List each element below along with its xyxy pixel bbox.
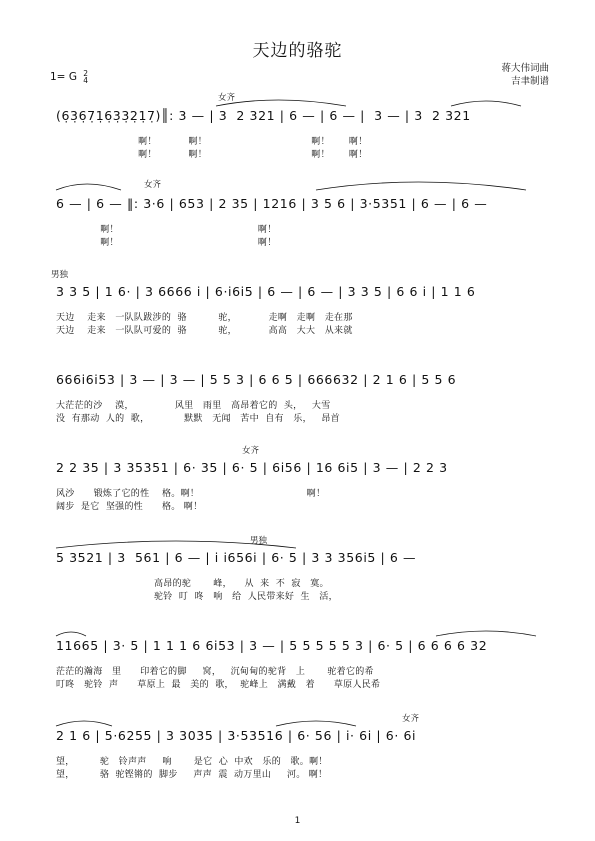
lyric-verse-1: 啊！ 啊！ (56, 225, 277, 235)
score-system-5 (56, 444, 541, 514)
lyric-verse-2: 天边 走来 一队队可爱的 骆 驼， 高高 大大 从来就 (56, 326, 353, 336)
voice-tag: 男独 (250, 536, 268, 546)
lyric-verse-2: 啊！ 啊！ (56, 238, 277, 248)
lyric-verse-1: 风沙 锻炼了它的性 格。啊！ 啊！ (56, 489, 326, 499)
notation-line: 11665 | 3· 5 | 1 1 1 6 6i53 | 3 — | 5 5 5 5 5 3 | 6· 5 | 6 6 6 6 32 (56, 638, 488, 653)
notation-line: 6 — | 6 — ‖: 3·6 | 653 | 2 35 | 1216 | 3 5 6 | 3·5351 | 6 — | 6 — (56, 196, 488, 211)
lyric-verse-2: 望， 骆 驼铿锵的 脚步 声声 震 动万里山 河。 啊！ (56, 770, 328, 780)
meter-bottom: 4 (83, 76, 89, 85)
score-system-7 (56, 624, 541, 694)
score-system-6 (56, 534, 541, 604)
lyric-verse-2: 阔步 是它 坚强的性 格。 啊！ (56, 502, 203, 512)
notation-line: 2 2 35 | 3 35351 | 6· 35 | 6· 5 | 6i56 | 16 6i5 | 3 — | 2 2 3 (56, 460, 448, 475)
lyric-verse-2: 没 有那动 人的 歌， 默默 无闻 苦中 自有 乐， 昂首 (56, 414, 340, 424)
voice-tag: 女齐 (402, 714, 420, 724)
lyric-verse-1: 大茫茫的沙 漠， 风里 雨里 高昂着它的 头， 大雪 (56, 401, 331, 411)
lyric-verse-2: 驼铃 叮 咚 响 给 人民带来好 生 活， (56, 592, 338, 602)
time-signature (83, 70, 88, 84)
voice-tag: 女齐 (242, 446, 260, 456)
notation-line: 2 1 6 | 5·6255 | 3 3035 | 3·53516 | 6· 56 | i· 6i | 6· 6i (56, 728, 417, 743)
score-system-3 (51, 268, 541, 338)
voice-tag: 女齐 (144, 180, 162, 190)
lyric-verse-2: 啊！ 啊！ 啊！ 啊！ (56, 150, 368, 160)
lyric-verse-1: 啊！ 啊！ 啊！ 啊！ (56, 137, 368, 147)
key-signature (50, 70, 88, 84)
key-label: 1= G (50, 71, 77, 83)
lyricist-credit: 蒋大伟词曲 (501, 63, 549, 74)
transcriber-credit: 吉聿制谱 (510, 76, 549, 87)
notation-line: (6̣3̣6̣7̣1̣6̣3̣3̣2̣1̣7̣)║: 3 — | 3 2 321 | 6 — | 6 — | 3 — | 3 2 321 (56, 108, 471, 123)
lyric-verse-1: 望， 驼 铃声声 响 是它 心 中欢 乐的 歌。啊！ (56, 757, 328, 767)
notation-line: 5 3521 | 3 561 | 6 — | i i656i | 6· 5 | 3 3 356i5 | 6 — (56, 550, 417, 565)
notation-line: 666i6i53 | 3 — | 3 — | 5 5 3 | 6 6 5 | 666632 | 2 1 6 | 5 5 6 (56, 372, 457, 387)
lyric-verse-1: 天边 走来 一队队跋涉的 骆 驼， 走啊 走啊 走在那 (56, 313, 353, 323)
song-title: 天边的骆驼 (252, 41, 343, 61)
lyric-verse-2: 叮咚 驼铃 声 草原上 最 美的 歌， 驼峰上 满戴 着 草原人民希 (56, 680, 381, 690)
lyric-verse-1: 高昂的驼 峰， 从 来 不 寂 寞。 (56, 579, 329, 589)
meter-top: 2 (83, 69, 89, 78)
notation-line: 3 3 5 | 1 6· | 3 6666 i | 6·i6i5 | 6 — | 6 — | 3 3 5 | 6 6 i | 1 1 6 (56, 284, 476, 299)
page-number: 1 (294, 816, 301, 826)
lyric-verse-1: 茫茫的瀚海 里 印着它的脚 窝， 沉甸甸的驼背 上 驼着它的希 (56, 667, 374, 677)
voice-tag: 女齐 (218, 93, 236, 103)
score-system-1 (56, 93, 541, 166)
score-system-2 (56, 178, 541, 248)
voice-tag: 男独 (51, 270, 69, 280)
score-system-4 (56, 358, 541, 428)
credits (501, 62, 549, 88)
score-system-8 (56, 712, 541, 782)
